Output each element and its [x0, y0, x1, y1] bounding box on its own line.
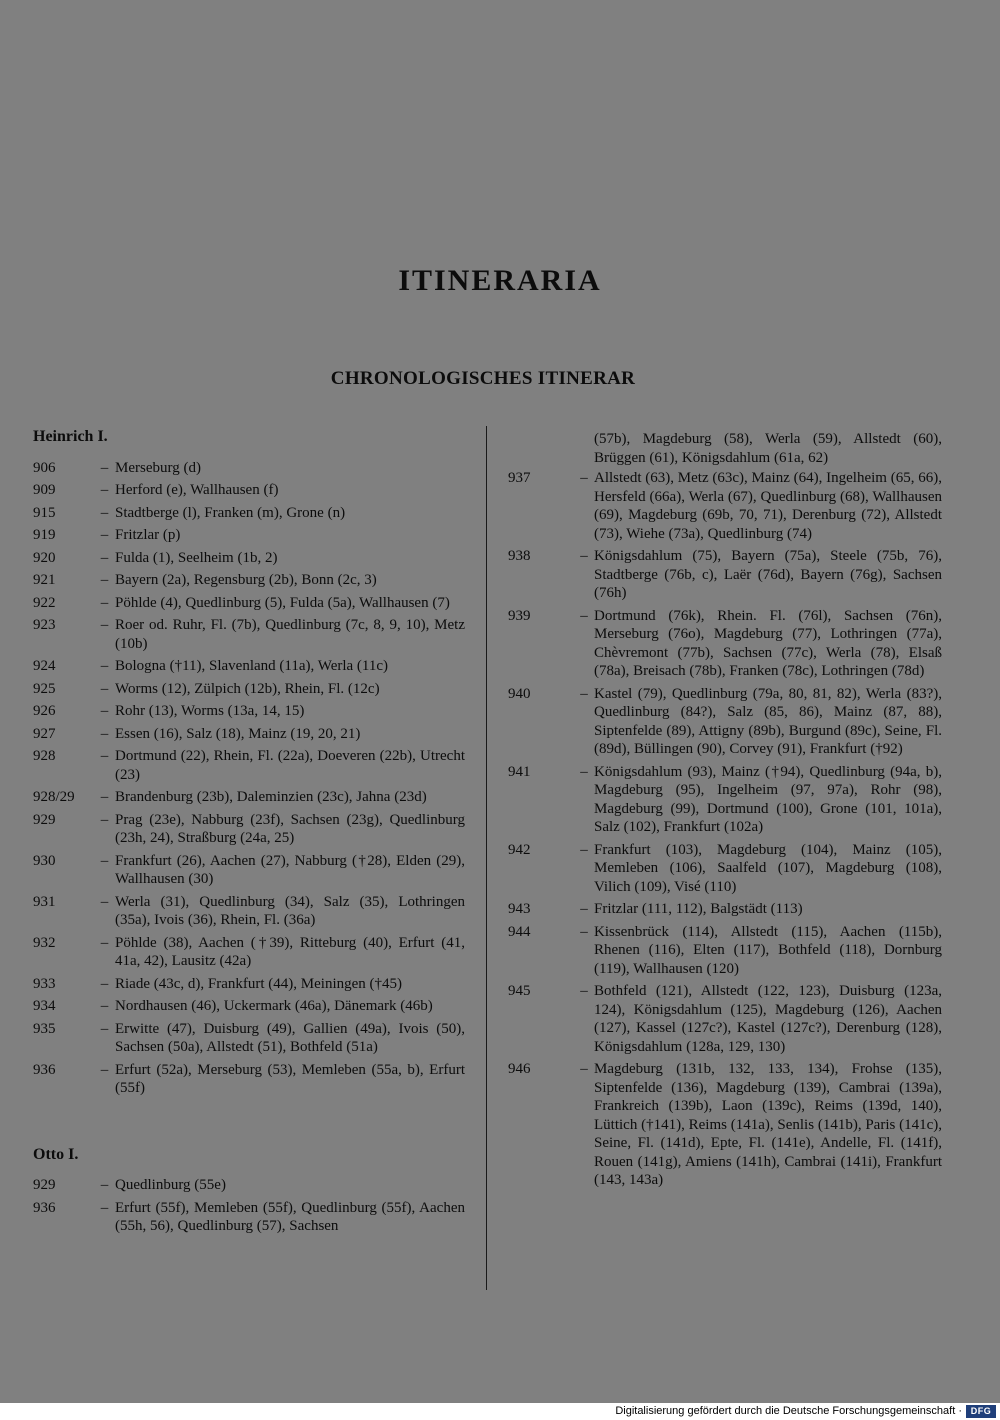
entry-year: 936 [33, 1199, 56, 1216]
entry-dash: – [580, 548, 588, 564]
entry-places: Königsdahlum (75), Bayern (75a), Steele (75b, 76), Stadtberge (76b, c), Laër (76d), Bayern (76g), Sachsen (76h) [594, 548, 942, 601]
itinerary-entry [33, 747, 465, 784]
entry-year: 928 [33, 748, 56, 764]
itinerary-entry [33, 702, 465, 721]
entry-year: 935 [33, 1020, 56, 1037]
entry-year: 930 [33, 852, 56, 869]
entry-dash: – [100, 998, 109, 1014]
itinerary-entry [33, 1061, 465, 1098]
itinerary-entry [508, 982, 942, 1056]
ruler-heading: Heinrich I. [33, 428, 108, 445]
entry-dash: – [100, 504, 109, 521]
entry-year: 931 [33, 893, 56, 910]
entry-year: 929 [33, 1177, 56, 1193]
itinerary-entry [33, 852, 465, 889]
itinerary-entry [33, 594, 465, 613]
entry-places: Essen (16), Salz (18), Mainz (19, 20, 21) [115, 725, 361, 742]
itinerary-entry [33, 616, 465, 653]
entry-year: 934 [33, 998, 56, 1014]
itinerary-entry [33, 657, 465, 676]
entry-year: 938 [508, 548, 531, 564]
itinerary-entry [33, 549, 465, 568]
entry-places: Merseburg (d) [115, 459, 201, 476]
itinerary-entry [33, 975, 465, 994]
entry-places: Dortmund (76k), Rhein. Fl. (76l), Sachsen (76n), Merseburg (76o), Magdeburg (77), Lothringen (77a), Chèvremont (77b), Sachsen (77c), Werla (78), Elsaß (78a), Breisach (78b), Franken (78c), Lothringen (78d) [594, 607, 942, 679]
entry-places: Herford (e), Wallhausen (f) [115, 482, 279, 498]
dfg-logo: DFG [966, 1405, 996, 1418]
entry-dash: – [580, 923, 588, 940]
entry-dash: – [100, 658, 109, 674]
entry-year: 923 [33, 617, 56, 633]
entry-year: 919 [33, 527, 56, 543]
entry-places: Pöhlde (4), Quedlinburg (5), Fulda (5a), Wallhausen (7) [115, 594, 450, 611]
entry-places: Fritzlar (p) [115, 527, 181, 543]
entry-year: 937 [508, 470, 531, 486]
entry-places: Allstedt (63), Metz (63c), Mainz (64), Ingelheim (65, 66), Hersfeld (66a), Werla (67), Quedlinburg (68), Wallhausen (69), Magdeburg (69b, 70, 71), Derenburg (72), Allstedt (73), Wiehe (73a), Quedlinburg (74) [594, 470, 942, 542]
entry-places: Kissenbrück (114), Allstedt (115), Aachen (115b), Rhenen (116), Elten (117), Bothfeld (118), Dornburg (119), Wallhausen (120) [594, 923, 942, 977]
entry-dash: – [100, 1177, 109, 1193]
entry-places: Fritzlar (111, 112), Balgstädt (113) [594, 901, 803, 917]
entry-dash: – [580, 685, 588, 702]
entry-places: Erfurt (52a), Merseburg (53), Memleben (55a, b), Erfurt (55f) [115, 1061, 465, 1096]
itinerary-entry [508, 923, 942, 979]
entry-dash: – [100, 852, 109, 869]
entry-places: Erwitte (47), Duisburg (49), Gallien (49a), Ivois (50), Sachsen (50a), Allstedt (51), Bothfeld (51a) [115, 1020, 465, 1055]
section-gap [33, 1102, 465, 1146]
itinerary-entry [33, 1176, 465, 1195]
continuation-text: (57b), Magdeburg (58), Werla (59), Allstedt (60), Brüggen (61), Königsdahlum (61a, 62) [594, 431, 942, 466]
itinerary-entry [33, 1020, 465, 1057]
entry-places: Roer od. Ruhr, Fl. (7b), Quedlinburg (7c, 8, 9, 10), Metz (10b) [115, 617, 465, 652]
entry-places: Werla (31), Quedlinburg (34), Salz (35), Lothringen (35a), Ivois (36), Rhein, Fl. (36a) [115, 893, 465, 928]
itinerary-entry [33, 526, 465, 545]
entry-year: 927 [33, 725, 56, 742]
entry-year: 906 [33, 459, 56, 476]
entry-places: Nordhausen (46), Uckermark (46a), Dänemark (46b) [115, 998, 433, 1014]
entry-dash: – [580, 1061, 588, 1077]
entry-places: Bayern (2a), Regensburg (2b), Bonn (2c, 3) [115, 572, 377, 588]
entry-year: 920 [33, 549, 56, 566]
entry-dash: – [100, 975, 109, 992]
itinerary-entry [33, 571, 465, 590]
entry-places: Erfurt (55f), Memleben (55f), Quedlinburg (55f), Aachen (55h, 56), Quedlinburg (57), Sachsen [115, 1199, 465, 1234]
entry-places: Königsdahlum (93), Mainz (†94), Quedlinburg (94a, b), Magdeburg (95), Ingelheim (97, 97a), Rohr (98), Magdeburg (99), Dortmund (100), Grone (101, 101a), Salz (102), Frankfurt (102a) [594, 763, 942, 835]
entry-year: 925 [33, 680, 56, 697]
entry-places: Riade (43c, d), Frankfurt (44), Meiningen (†45) [115, 975, 403, 992]
entry-places: Bothfeld (121), Allstedt (122, 123), Duisburg (123a, 124), Königsdahlum (125), Magdeburg (126), Aachen (127), Kassel (127c?), Kastel (127c?), Derenburg (128), Königsdahlum (128a, 129, 130) [594, 983, 942, 1055]
entry-year: 932 [33, 934, 56, 951]
itinerary-entry [508, 841, 942, 897]
entry-dash: – [100, 893, 109, 910]
itinerary-entry [508, 900, 942, 919]
itinerary-entry [508, 469, 942, 543]
entry-dash: – [100, 811, 109, 828]
entry-places: Quedlinburg (55e) [115, 1177, 226, 1193]
itinerary-entry [33, 459, 465, 478]
itinerary-entry [33, 811, 465, 848]
entry-year: 945 [508, 983, 531, 999]
entry-dash: – [100, 527, 109, 543]
itinerary-entry [33, 680, 465, 699]
entry-dash: – [100, 1199, 109, 1216]
entry-year: 922 [33, 594, 56, 611]
entry-dash: – [100, 789, 109, 805]
entry-places: Pöhlde (38), Aachen (†39), Ritteburg (40), Erfurt (41, 41a, 42), Lausitz (42a) [115, 934, 465, 969]
entry-dash: – [100, 594, 109, 611]
entry-dash: – [100, 1061, 109, 1078]
entry-places: Frankfurt (26), Aachen (27), Nabburg (†28), Elden (29), Wallhausen (30) [115, 852, 465, 887]
entry-year: 943 [508, 901, 531, 917]
entry-dash: – [100, 934, 109, 951]
itinerary-entry [508, 685, 942, 759]
entry-places: Stadtberge (l), Franken (m), Grone (n) [115, 504, 346, 521]
entry-places: Brandenburg (23b), Daleminzien (23c), Jahna (23d) [115, 789, 427, 805]
entry-year: 909 [33, 482, 56, 498]
entry-dash: – [580, 763, 588, 780]
itinerary-entry [33, 997, 465, 1016]
entry-dash: – [580, 983, 588, 999]
entry-dash: – [580, 841, 588, 858]
entry-dash: – [100, 549, 109, 566]
entry-year: 942 [508, 841, 531, 858]
entry-dash: – [100, 703, 109, 719]
itinerary-entry [508, 1060, 942, 1190]
entry-places: Magdeburg (131b, 132, 133, 134), Frohse (135), Siptenfelde (136), Magdeburg (139), Cambrai (139a), Frankreich (139b), Laon (139c), Reims (139d, 140), Lüttich (†141), Reims (141a), Senlis (141b), Paris (141c), Seine, Fl. (141d), Epte, Fl. (141e), Andelle, Fl. (141f), Rouen (141g), Amiens (141h), Cambrai (141i), Frankfurt (143, 143a) [594, 1061, 942, 1188]
right-column [508, 430, 942, 1194]
entry-year: 928/29 [33, 789, 75, 805]
itinerary-entry [508, 547, 942, 603]
entry-dash: – [100, 572, 109, 588]
entry-places: Bologna (†11), Slavenland (11a), Werla (11c) [115, 658, 389, 674]
entry-dash: – [100, 725, 109, 742]
entry-year: 939 [508, 607, 531, 624]
entry-year: 944 [508, 923, 531, 940]
entry-year: 921 [33, 572, 56, 588]
entry-dash: – [100, 1020, 109, 1037]
entry-year: 936 [33, 1061, 56, 1078]
footer-credit: Digitalisierung gefördert durch die Deutsche Forschungsgemeinschaft · [615, 1405, 962, 1417]
left-column [33, 428, 465, 1240]
ruler-heading: Otto I. [33, 1145, 79, 1163]
entry-year: 946 [508, 1061, 531, 1077]
entry-places: Kastel (79), Quedlinburg (79a, 80, 81, 82), Werla (83?), Quedlinburg (84?), Salz (85, 86), Mainz (87, 88), Siptenfelde (89), Attigny (89b), Burgund (89c), Seine, Fl. (89d), Büllingen (90), Corvey (91), Frankfurt (†92) [594, 685, 942, 757]
itinerary-entry [508, 607, 942, 681]
entry-dash: – [100, 748, 109, 764]
entry-year: 933 [33, 975, 56, 992]
entry-year: 929 [33, 811, 56, 828]
entry-year: 926 [33, 703, 56, 719]
entry-year: 940 [508, 685, 531, 702]
entry-dash: – [580, 470, 588, 486]
entry-dash: – [100, 459, 109, 476]
entry-dash: – [100, 617, 109, 633]
entry-places: Frankfurt (103), Magdeburg (104), Mainz (105), Memleben (106), Saalfeld (107), Magdeburg (108), Vilich (109), Visé (110) [594, 841, 942, 895]
entry-places: Dortmund (22), Rhein, Fl. (22a), Doeveren (22b), Utrecht (23) [115, 748, 465, 783]
itinerary-entry [33, 504, 465, 523]
itinerary-entry [33, 893, 465, 930]
itinerary-entry [33, 725, 465, 744]
entry-places: Worms (12), Zülpich (12b), Rhein, Fl. (12c) [115, 680, 380, 697]
entry-dash: – [100, 680, 109, 697]
entry-places: Prag (23e), Nabburg (23f), Sachsen (23g), Quedlinburg (23h, 24), Straßburg (24a, 25) [115, 811, 465, 846]
itinerary-entry [33, 788, 465, 807]
section-title: CHRONOLOGISCHES ITINERAR [330, 368, 636, 389]
entry-year: 915 [33, 504, 56, 521]
entry-year: 924 [33, 658, 56, 674]
entry-dash: – [580, 607, 588, 624]
itinerary-entry [33, 1199, 465, 1236]
entry-places: Fulda (1), Seelheim (1b, 2) [115, 549, 278, 566]
entry-year: 941 [508, 763, 531, 780]
itinerary-entry [33, 481, 465, 500]
column-divider [486, 426, 487, 1290]
itinerary-entry [33, 934, 465, 971]
footer-bar [0, 1403, 1000, 1420]
entry-dash: – [100, 482, 109, 498]
entry-dash: – [580, 901, 588, 917]
page-title: ITINERARIA [398, 264, 602, 297]
entry-places: Rohr (13), Worms (13a, 14, 15) [115, 703, 305, 719]
itinerary-entry [508, 763, 942, 837]
